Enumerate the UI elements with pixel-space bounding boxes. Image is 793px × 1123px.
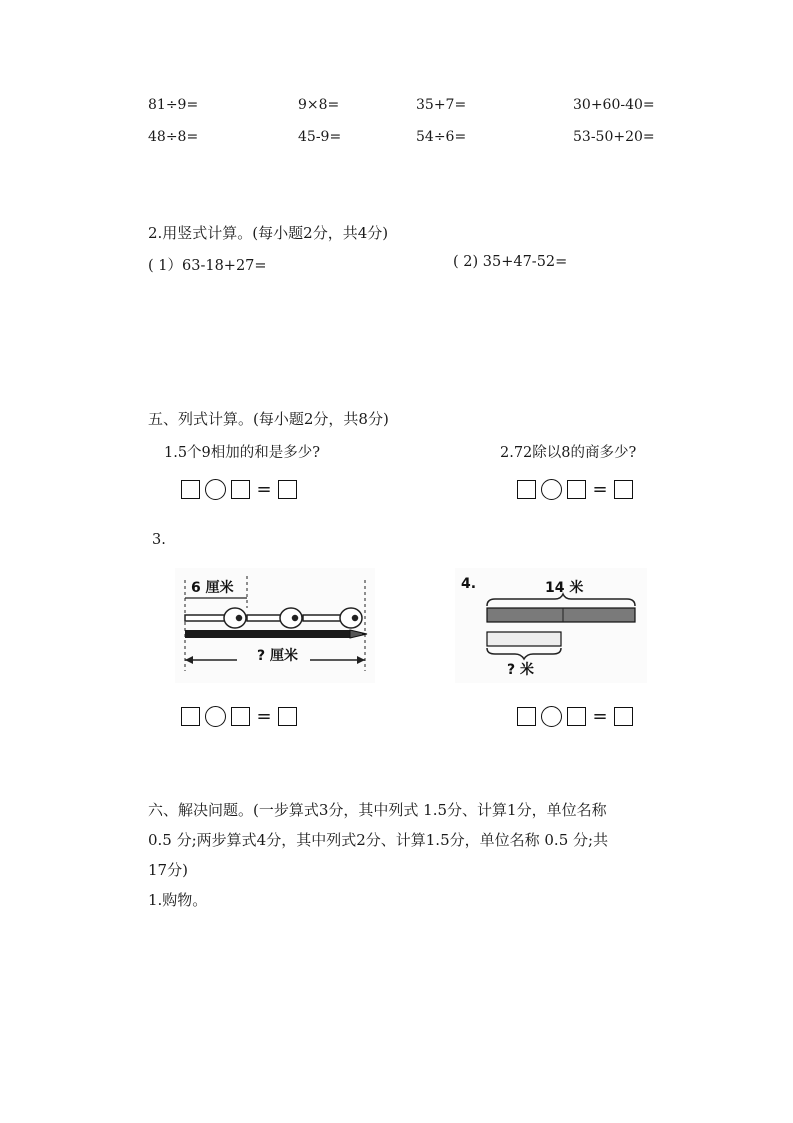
equation-45-minus-9: 45-9= (298, 129, 342, 145)
operator-circle[interactable] (205, 706, 226, 727)
equation-54-div-6: 54÷6= (416, 129, 467, 145)
fig2-number: 4. (461, 576, 477, 592)
equals-sign: = (592, 479, 608, 500)
vertical-calc-title: 2.用竖式计算。(每小题2分，共4分) (148, 224, 389, 242)
operator-circle[interactable] (541, 479, 562, 500)
answer-box[interactable] (231, 480, 250, 499)
pencil-icon (185, 630, 367, 638)
answer-box[interactable] (517, 480, 536, 499)
answer-box[interactable] (567, 480, 586, 499)
fig2-top-label: 14 米 (545, 580, 584, 596)
section5-q1: 1.5个9相加的和是多少? (164, 445, 321, 461)
section6-title-line2: 0.5 分;两步算式4分，其中列式2分、计算1.5分，单位名称 0.5 分;共 (148, 831, 609, 849)
equation-9-times-8: 9×8= (298, 97, 340, 113)
equation-35-plus-7: 35+7= (416, 97, 467, 113)
answer-template-1 (181, 479, 297, 500)
equation-81-div-9: 81÷9= (148, 97, 199, 113)
answer-box[interactable] (231, 707, 250, 726)
answer-box[interactable] (567, 707, 586, 726)
fig2-bottom-label: ? 米 (507, 662, 534, 678)
answer-box[interactable] (181, 480, 200, 499)
section6-q1: 1.购物。 (148, 891, 208, 909)
answer-box[interactable] (517, 707, 536, 726)
answer-box[interactable] (614, 707, 633, 726)
bar-figure (455, 568, 647, 683)
keys-pencil-figure (175, 568, 375, 683)
answer-box[interactable] (278, 480, 297, 499)
equals-sign: = (256, 479, 272, 500)
answer-template-4 (517, 706, 633, 727)
fig1-bottom-label: ? 厘米 (257, 648, 298, 664)
vertical-calc-q2: ( 2) 35+47-52= (453, 254, 568, 270)
answer-box[interactable] (278, 707, 297, 726)
answer-template-2 (517, 479, 633, 500)
equals-sign: = (592, 706, 608, 727)
answer-box[interactable] (614, 480, 633, 499)
vertical-calc-q1: ( 1）63-18+27= (148, 258, 267, 274)
section5-title: 五、列式计算。(每小题2分，共8分) (148, 410, 389, 428)
operator-circle[interactable] (205, 479, 226, 500)
equals-sign: = (256, 706, 272, 727)
equation-30-60-40: 30+60-40= (573, 97, 655, 113)
section6-title-line1: 六、解决问题。(一步算式3分，其中列式 1.5分、计算1分，单位名称 (148, 801, 607, 819)
answer-box[interactable] (181, 707, 200, 726)
fig1-top-label: 6 厘米 (191, 580, 234, 596)
section5-q2: 2.72除以8的商多少? (500, 445, 637, 461)
section6-title-line3: 17分) (148, 861, 188, 879)
section5-q3-number: 3. (152, 532, 166, 548)
equation-53-50-20: 53-50+20= (573, 129, 655, 145)
equation-48-div-8: 48÷8= (148, 129, 199, 145)
operator-circle[interactable] (541, 706, 562, 727)
answer-template-3 (181, 706, 297, 727)
